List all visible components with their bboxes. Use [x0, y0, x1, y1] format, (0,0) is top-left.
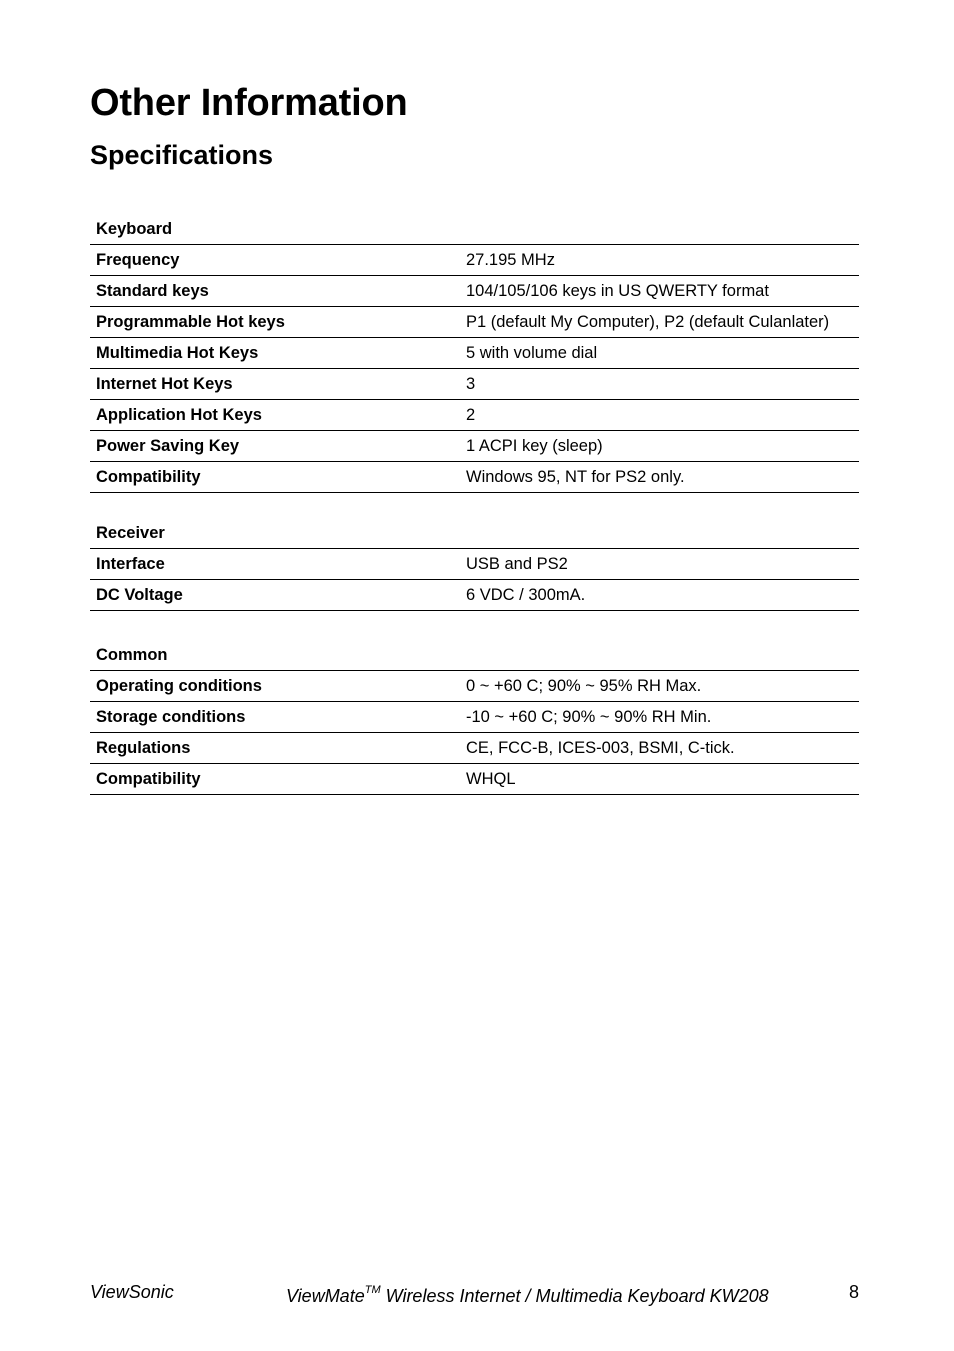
spec-label: Regulations: [90, 733, 460, 764]
spec-label: Interface: [90, 549, 460, 580]
spec-label: Internet Hot Keys: [90, 369, 460, 400]
table-row: [90, 245, 859, 276]
table-row: [90, 671, 859, 702]
table-group-header: [90, 640, 859, 671]
page-footer: [90, 1280, 859, 1304]
table-row: [90, 338, 859, 369]
spec-label: Power Saving Key: [90, 431, 460, 462]
spec-label: Compatibility: [90, 462, 460, 493]
spec-value: 3: [460, 369, 859, 400]
receiver-header: Receiver: [90, 518, 859, 549]
table-row: [90, 702, 859, 733]
receiver-spec-table: [90, 518, 859, 611]
table-row: [90, 549, 859, 580]
spec-label: Frequency: [90, 245, 460, 276]
footer-brand: ViewSonic: [90, 1282, 174, 1302]
spec-label: Operating conditions: [90, 671, 460, 702]
keyboard-spec-table: [90, 214, 859, 493]
table-row: [90, 400, 859, 431]
spec-label: Storage conditions: [90, 702, 460, 733]
spec-value: WHQL: [460, 764, 859, 795]
table-row: [90, 580, 859, 611]
spec-value: 2: [460, 400, 859, 431]
trademark-mark: TM: [364, 1284, 381, 1296]
section-title: Specifications: [90, 140, 274, 170]
spec-value: 0 ~ +60 C; 90% ~ 95% RH Max.: [460, 671, 859, 702]
keyboard-header: Keyboard: [90, 214, 859, 245]
table-row: [90, 431, 859, 462]
footer-product-title: [286, 1280, 769, 1308]
spec-label: DC Voltage: [90, 580, 460, 611]
table-group-header: [90, 518, 859, 549]
spec-label: Multimedia Hot Keys: [90, 338, 460, 369]
spec-label: Application Hot Keys: [90, 400, 460, 431]
footer-product-desc: Wireless Internet / Multimedia Keyboard KW208: [380, 1286, 769, 1306]
table-group-header: [90, 214, 859, 245]
page-title: Other Information: [90, 82, 408, 124]
spec-value: USB and PS2: [460, 549, 859, 580]
spec-label: Standard keys: [90, 276, 460, 307]
spec-value: 104/105/106 keys in US QWERTY format: [460, 276, 859, 307]
table-row: [90, 307, 859, 338]
spec-label: Compatibility: [90, 764, 460, 795]
footer-product-name: ViewMate: [286, 1286, 365, 1306]
table-row: [90, 369, 859, 400]
spec-value: Windows 95, NT for PS2 only.: [460, 462, 859, 493]
spec-value: 1 ACPI key (sleep): [460, 431, 859, 462]
table-row: [90, 276, 859, 307]
common-header: Common: [90, 640, 859, 671]
table-row: [90, 462, 859, 493]
spec-value: CE, FCC-B, ICES-003, BSMI, C-tick.: [460, 733, 859, 764]
spec-value: 27.195 MHz: [460, 245, 859, 276]
table-row: [90, 764, 859, 795]
spec-value: P1 (default My Computer), P2 (default Culanlater): [460, 307, 859, 338]
spec-value: 6 VDC / 300mA.: [460, 580, 859, 611]
table-row: [90, 733, 859, 764]
spec-value: -10 ~ +60 C; 90% ~ 90% RH Min.: [460, 702, 859, 733]
spec-value: 5 with volume dial: [460, 338, 859, 369]
page-number: 8: [848, 1282, 859, 1302]
common-spec-table: [90, 640, 859, 795]
spec-label: Programmable Hot keys: [90, 307, 460, 338]
